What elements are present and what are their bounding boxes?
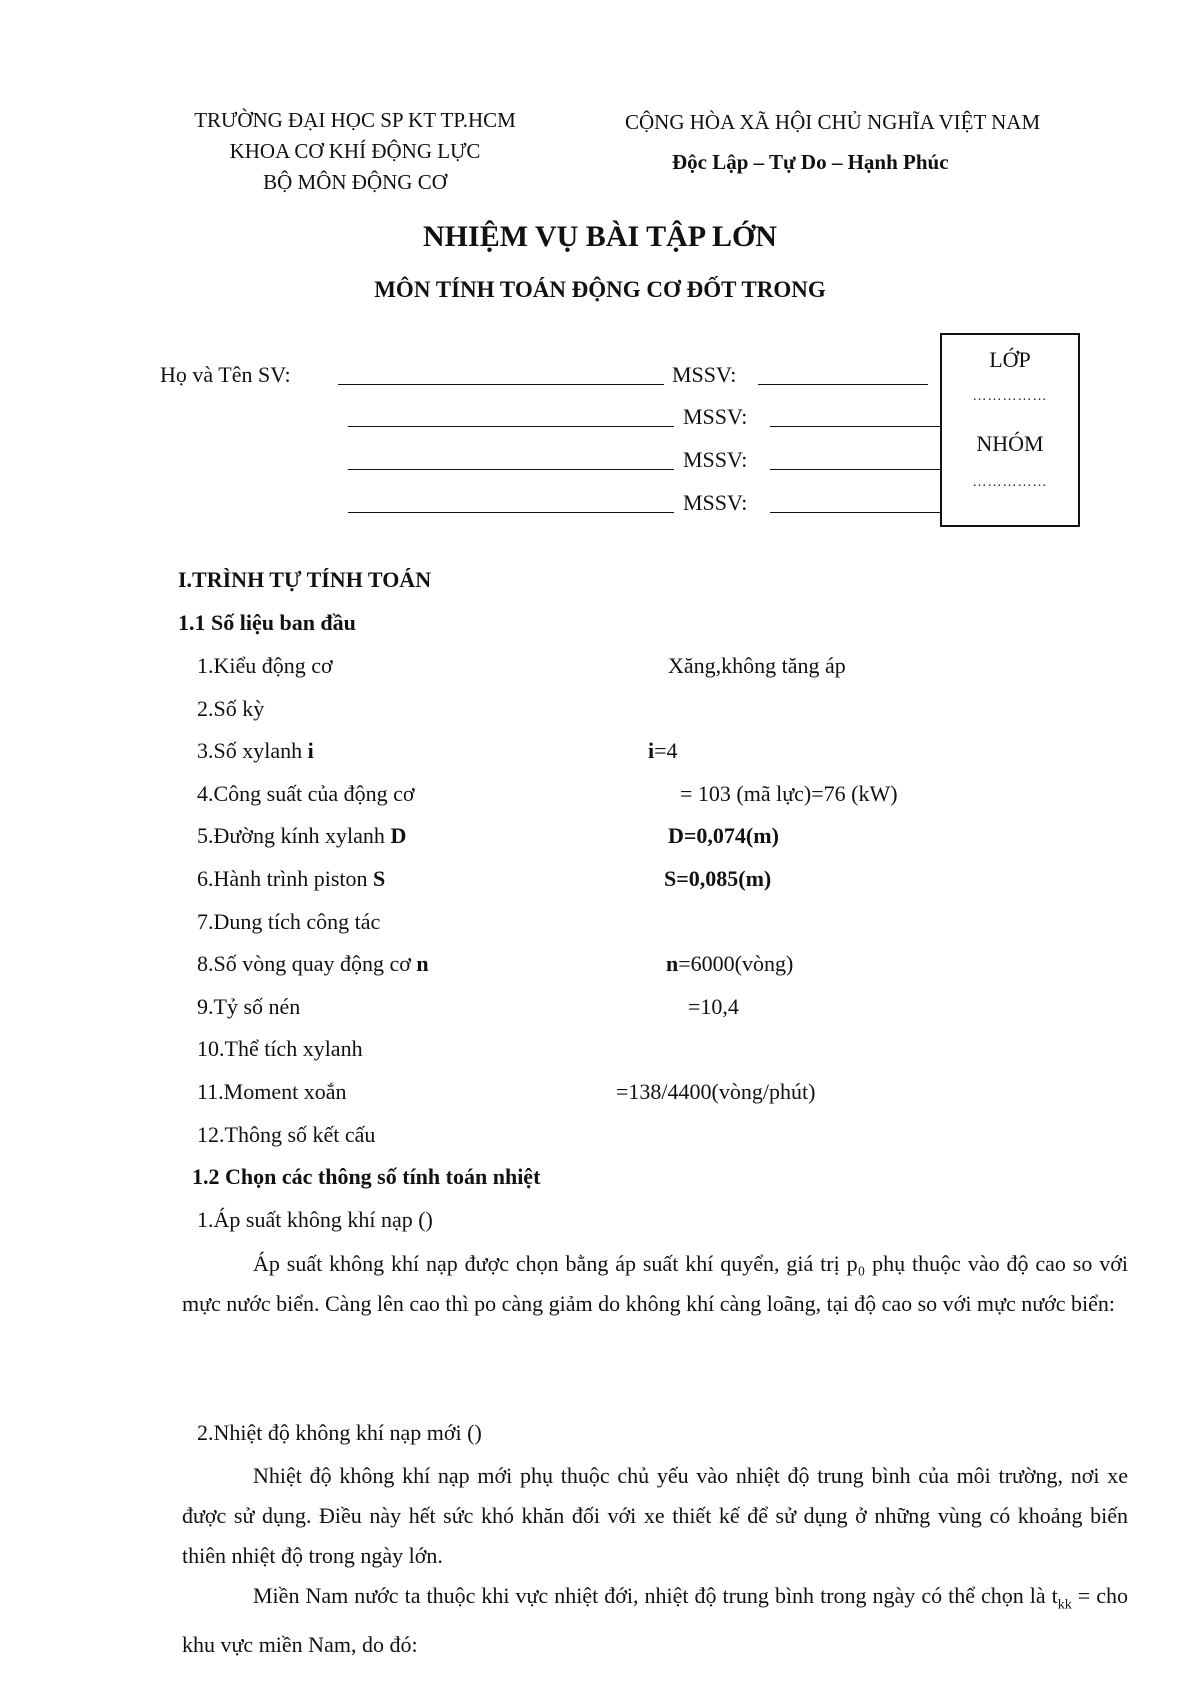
faculty-name: KHOA CƠ KHÍ ĐỘNG LỰC: [229, 139, 481, 163]
item-label: 8.Số vòng quay động cơ n: [197, 951, 429, 976]
subsection-initial-data: 1.1 Số liệu ban đầu: [178, 610, 356, 635]
page-subtitle: MÔN TÍNH TOÁN ĐỘNG CƠ ĐỐT TRONG: [374, 277, 826, 302]
student-id-label-4: MSSV:: [683, 490, 748, 515]
group-field-dots[interactable]: ……………: [972, 475, 1048, 490]
item-value: i=4: [648, 738, 678, 763]
national-header: [600, 110, 1160, 175]
class-label: LỚP: [989, 347, 1031, 372]
national-motto: Độc Lập – Tự Do – Hạnh Phúc: [672, 150, 949, 174]
section-heading: I.TRÌNH TỰ TÍNH TOÁN: [178, 567, 432, 592]
student-name-line-2[interactable]: [348, 408, 674, 427]
national-title: CỘNG HÒA XÃ HỘI CHỦ NGHĨA VIỆT NAM: [625, 110, 1041, 134]
item-value: n=6000(vòng): [666, 951, 794, 976]
item-intake-temperature: 2.Nhiệt độ không khí nạp mới (): [197, 1420, 482, 1445]
item-label: 1.Kiểu động cơ: [197, 653, 333, 678]
paragraph-intake-pressure: Áp suất không khí nạp được chọn bằng áp suất khí quyển, giá trị p₀ phụ thuộc vào độ cao so với mực nước biển. Càng lên cao thì po càng giảm do không khí càng loãng, tại độ cao so với mực nước biển:: [182, 1251, 1128, 1316]
item-label: 11.Moment xoắn: [197, 1079, 347, 1104]
student-id-line-3[interactable]: [770, 451, 940, 470]
student-id-label-1: MSSV:: [672, 362, 737, 387]
university-name: TRƯỜNG ĐẠI HỌC SP KT TP.HCM: [194, 108, 516, 132]
item-label: 6.Hành trình piston S: [197, 866, 386, 891]
item-value: =10,4: [688, 994, 739, 1019]
group-label: NHÓM: [976, 431, 1044, 456]
student-id-label-2: MSSV:: [683, 404, 748, 429]
student-id-line-4[interactable]: [770, 494, 940, 513]
page-title: NHIỆM VỤ BÀI TẬP LỚN: [423, 220, 777, 253]
item-label: 3.Số xylanh i: [197, 738, 314, 763]
item-label: 7.Dung tích công tác: [197, 909, 381, 934]
item-label: 10.Thể tích xylanh: [197, 1036, 363, 1061]
subsection-thermal-params: 1.2 Chọn các thông số tính toán nhiệt: [192, 1164, 541, 1189]
student-name-line-4[interactable]: [348, 494, 674, 513]
item-intake-pressure: 1.Áp suất không khí nạp (): [197, 1207, 433, 1232]
item-value: = 103 (mã lực)=76 (kW): [680, 781, 898, 806]
item-value: D=0,074(m): [668, 823, 779, 848]
item-value: Xăng,không tăng áp: [668, 653, 846, 678]
item-value: S=0,085(m): [664, 866, 772, 891]
department-name: BỘ MÔN ĐỘNG CƠ: [263, 170, 447, 194]
class-field-dots[interactable]: ……………: [972, 389, 1048, 404]
university-header: [150, 105, 560, 198]
item-label: 12.Thông số kết cấu: [197, 1122, 376, 1147]
student-name-line-3[interactable]: [348, 451, 674, 470]
item-label: 2.Số kỳ: [197, 696, 265, 721]
student-id-line-2[interactable]: [770, 408, 940, 427]
paragraph-intake-temperature: Nhiệt độ không khí nạp mới phụ thuộc chủ yếu vào nhiệt độ trung bình của môi trường, nơi xe được sử dụng. Điều này hết sức khó khăn đối với xe thiết kế để sử dụng ở những vùng có khoảng biến thiên nhiệt độ trong ngày lớn.: [182, 1463, 1128, 1568]
item-label: 5.Đường kính xylanh D: [197, 823, 407, 848]
student-id-label-3: MSSV:: [683, 447, 748, 472]
item-value: =138/4400(vòng/phút): [616, 1079, 816, 1104]
paragraph-southern-region: Miền Nam nước ta thuộc khi vực nhiệt đới, nhiệt độ trung bình trong ngày có thể chọn là $t_{kk}$ = cho khu vực miền Nam, do đó:: [182, 1583, 1128, 1658]
item-label: 4.Công suất của động cơ: [197, 781, 415, 806]
item-label: 9.Tỷ số nén: [197, 994, 301, 1019]
student-id-line-1[interactable]: [758, 366, 928, 385]
class-group-box: [940, 333, 1080, 527]
student-name-line-1[interactable]: [338, 366, 664, 385]
student-name-label: Họ và Tên SV:: [160, 362, 291, 387]
